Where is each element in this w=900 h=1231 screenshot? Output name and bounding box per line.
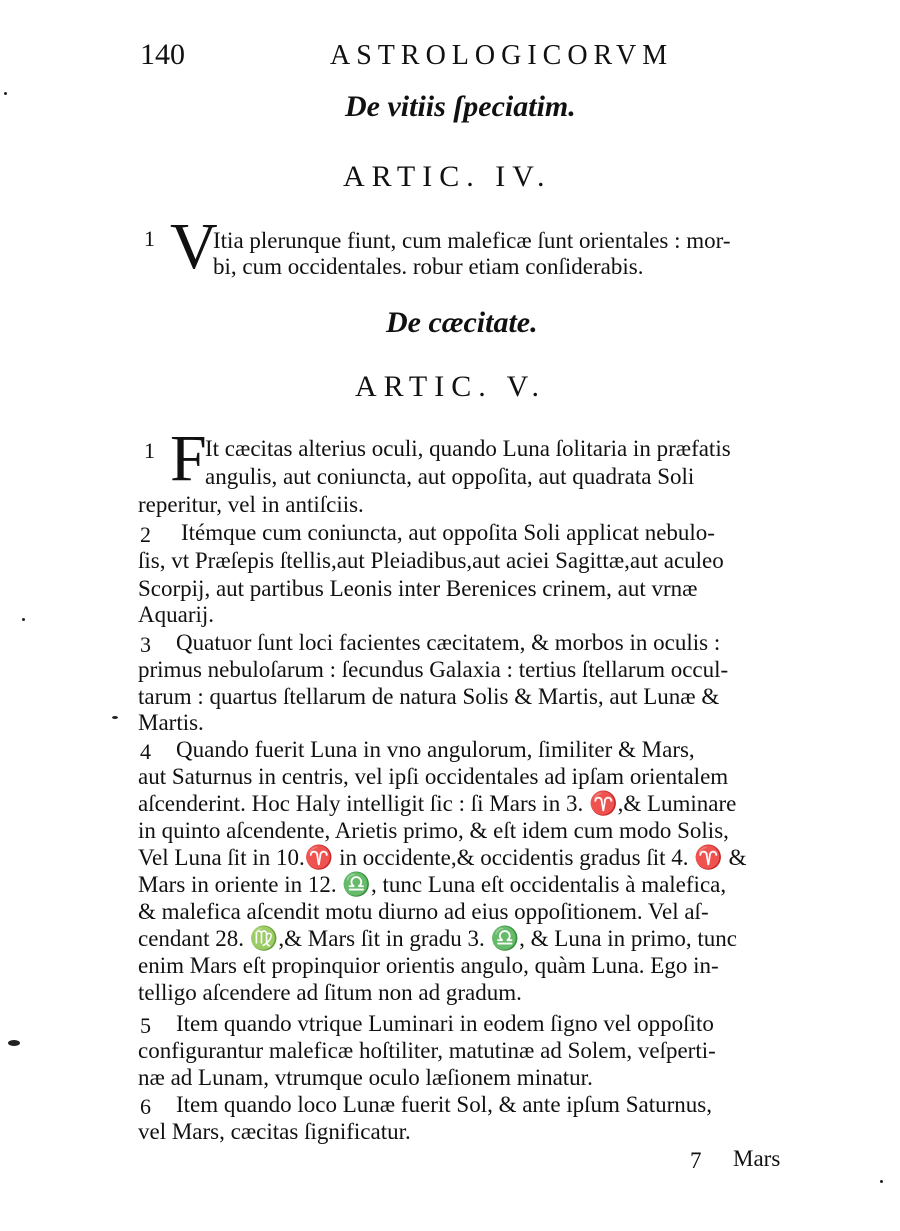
paragraph-number: 3 [140,632,151,657]
scan-speck [880,1180,883,1183]
text-line: cendant 28. ♍,& Mars ſit in gradu 3. ♎, & Luna in primo, tunc [138,926,737,951]
text-line: angulis, aut coniuncta, aut oppoſita, aut quadrata Soli [205,464,695,489]
scan-speck [22,618,25,621]
page-number: 140 [140,38,185,71]
text-line: Itémque cum coniuncta, aut oppoſita Soli applicat nebulo- [181,520,715,545]
catchword: Mars [733,1146,781,1171]
text-line: Scorpij, aut partibus Leonis inter Berenices crinem, aut vrnæ [138,576,698,601]
drop-cap: F [170,422,207,495]
text-line: Vel Luna ſit in 10.♈ in occidente,& occidentis gradus ſit 4. ♈ & [138,845,747,870]
text-line: Item quando vtrique Luminari in eodem ſigno vel oppoſito [176,1011,714,1036]
paragraph-number: 1 [144,438,155,463]
paragraph-number: 1 [144,226,155,251]
running-head: ASTROLOGICORVM [330,40,674,71]
scan-speck [8,1040,20,1046]
text-line: It cæcitas alterius oculi, quando Luna ſolitaria in præfatis [205,436,731,461]
text-line: Itia plerunque fiunt, cum maleficæ ſunt orientales : mor- [213,228,731,253]
text-line: telligo aſcendere ad ſitum non ad gradum. [138,980,522,1005]
article-heading-v: ARTIC. V. [355,370,546,403]
text-line: in quinto aſcendente, Arietis primo, & eſt idem cum modo Solis, [138,818,729,843]
text-line: Quando fuerit Luna in vno angulorum, ſimiliter & Mars, [176,737,695,762]
text-line: & malefica aſcendit motu diurno ad eius oppoſitionem. Vel aſ- [138,899,709,924]
text-line: bi, cum occidentales. robur etiam conſiderabis. [213,254,644,279]
paragraph-number: 4 [140,739,151,764]
paragraph-number: 2 [140,522,151,547]
scan-speck [112,716,118,719]
section-title-caecitate: De cæcitate. [386,306,538,339]
text-line: tarum : quartus ſtellarum de natura Solis & Martis, aut Lunæ & [138,684,720,709]
text-line: vel Mars, cæcitas ſignificatur. [138,1119,411,1144]
text-line: ſis, vt Præſepis ſtellis,aut Pleiadibus,aut aciei Sagittæ,aut aculeo [138,548,724,573]
text-line: Martis. [138,710,204,735]
text-line: næ ad Lunam, vtrumque oculo læſionem minatur. [138,1065,593,1090]
paragraph-number: 6 [140,1094,151,1119]
text-line: Aquarij. [138,602,215,627]
text-line: enim Mars eſt propinquior orientis angulo, quàm Luna. Ego in- [138,953,719,978]
text-line: aſcenderint. Hoc Haly intelligit ſic : ſi Mars in 3. ♈,& Luminare [138,791,737,816]
text-line: aut Saturnus in centris, vel ipſi occidentales ad ipſam orientalem [138,764,729,789]
text-line: Mars in oriente in 12. ♎, tunc Luna eſt occidentalis à malefica, [138,872,727,897]
text-line: Item quando loco Lunæ fuerit Sol, & ante ipſum Saturnus, [176,1092,712,1117]
drop-cap: V [170,210,218,283]
section-title-vitiis: De vitiis ſpeciatim. [345,90,576,123]
paragraph-number: 5 [140,1013,151,1038]
text-line: configurantur maleficæ hoſtiliter, matutinæ ad Solem, veſperti- [138,1038,716,1063]
scan-speck [4,92,7,95]
text-line: reperitur, vel in antiſciis. [138,492,364,517]
article-heading-iv: ARTIC. IV. [343,160,552,193]
text-line: primus nebuloſarum : ſecundus Galaxia : tertius ſtellarum occul- [138,657,729,682]
catchword-number: 7 [690,1148,702,1173]
text-line: Quatuor ſunt loci facientes cæcitatem, & morbos in oculis : [176,630,721,655]
